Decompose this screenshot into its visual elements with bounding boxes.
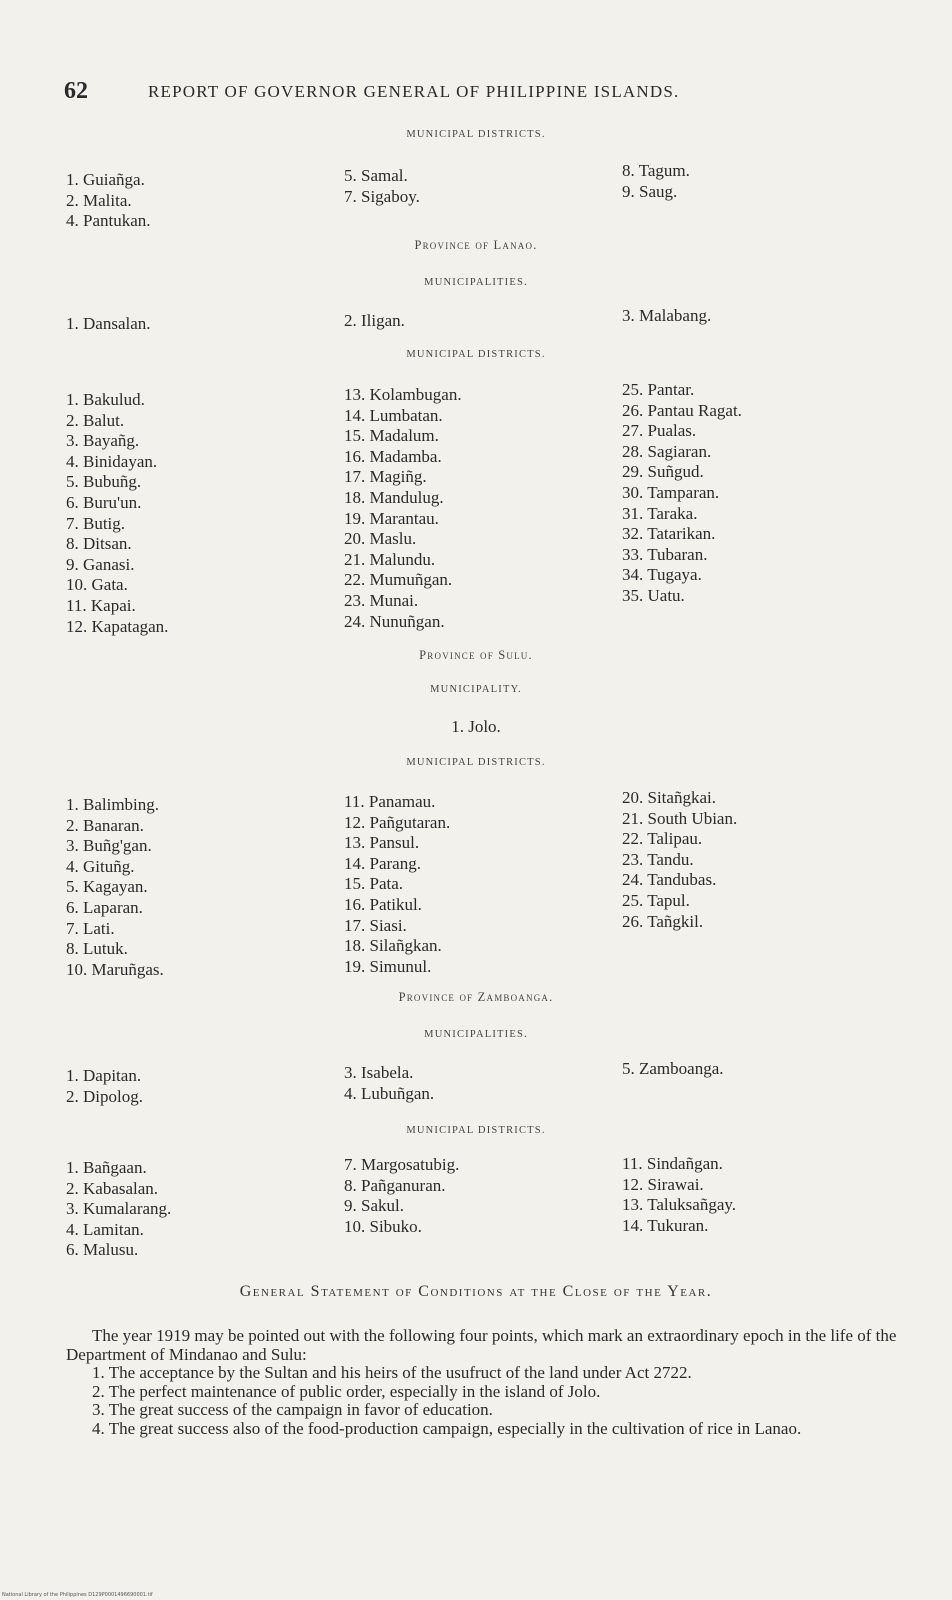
list-item: 10. Sibuko.	[344, 1216, 422, 1236]
section-heading-municipal-districts: MUNICIPAL DISTRICTS.	[406, 757, 546, 768]
list-item: 3. Isabela.	[344, 1063, 414, 1082]
list-item: 1. Dapitan.	[66, 1066, 142, 1085]
list-column	[344, 1063, 434, 1104]
list-item: 8. Pañganuran.	[344, 1175, 446, 1195]
list-item: 9. Sakul.	[344, 1196, 404, 1216]
list-item: 2. Banaran.	[66, 815, 144, 835]
list-item: 17. Siasi.	[344, 915, 407, 935]
list-item: 25. Pantar.	[622, 380, 695, 399]
list-item: 19. Simunul.	[344, 956, 432, 976]
list-item: 14. Parang.	[344, 853, 421, 873]
list-item: 29. Suñgud.	[622, 462, 704, 482]
list-column	[622, 161, 690, 202]
list-item: 6. Malusu.	[66, 1240, 139, 1260]
list-item: 12. Pañgutaran.	[344, 812, 451, 832]
list-column	[622, 1154, 736, 1236]
list-item: 7. Lati.	[66, 918, 115, 938]
list-column	[344, 166, 420, 207]
list-item: 10. Maruñgas.	[66, 959, 164, 979]
section-heading-municipal-districts: MUNICIPAL DISTRICTS.	[406, 1125, 546, 1136]
municipality-item: 2. Iligan.	[344, 311, 405, 330]
list-item: 17. Magiñg.	[344, 467, 427, 487]
scan-footer: National Library of the Philippines D129P0001496690001.tif	[2, 1592, 153, 1598]
statement-point: 4. The great success also of the food-production campaign, especially in the cultivation of rice in Lanao.	[92, 1418, 802, 1438]
municipality-item: 3. Malabang.	[622, 306, 712, 325]
list-item: 7. Sigaboy.	[344, 186, 420, 206]
list-item: 20. Sitañgkai.	[622, 788, 716, 807]
list-column	[344, 385, 462, 632]
list-item: 24. Nunuñgan.	[344, 611, 445, 631]
list-item: 1. Bakulud.	[66, 390, 145, 409]
list-item: 22. Talipau.	[622, 829, 703, 849]
municipality-item: 1. Dansalan.	[66, 314, 151, 333]
list-item: 22. Mumuñgan.	[344, 570, 453, 590]
list-item: 11. Panamau.	[344, 792, 436, 811]
list-item: 16. Madamba.	[344, 446, 442, 466]
list-item: 1. Guiañga.	[66, 170, 145, 189]
list-column	[344, 1155, 459, 1237]
list-item: 19. Marantau.	[344, 508, 439, 528]
list-item: 3. Bayañg.	[66, 431, 140, 451]
list-item: 5. Samal.	[344, 166, 408, 185]
list-item: 4. Lamitan.	[66, 1219, 144, 1239]
list-item: 4. Binidayan.	[66, 451, 158, 471]
list-item: 18. Silañgkan.	[344, 936, 442, 956]
list-column	[344, 792, 450, 977]
statement-body	[66, 1327, 906, 1438]
list-item: 4. Lubuñgan.	[344, 1083, 435, 1103]
list-column	[66, 795, 164, 980]
list-item: 1. Bañgaan.	[66, 1158, 147, 1177]
list-item: 23. Munai.	[344, 590, 419, 610]
list-item: 2. Balut.	[66, 410, 125, 430]
page-number: 62	[64, 78, 88, 104]
statement-point: 1. The acceptance by the Sultan and his heirs of the usufruct of the land under Act 2722.	[92, 1363, 692, 1382]
list-item: 15. Madalum.	[344, 426, 439, 446]
list-column	[622, 788, 737, 932]
statement-point: 3. The great success of the campaign in favor of education.	[92, 1400, 493, 1419]
statement-paragraph: The year 1919 may be pointed out with the following four points, which mark an extraordinary epoch in the life of the Department of Mindanao and Sulu:	[66, 1326, 897, 1364]
list-item: 5. Kagayan.	[66, 877, 148, 897]
list-item: 13. Kolambugan.	[344, 385, 462, 404]
list-item: 34. Tugaya.	[622, 565, 702, 585]
list-item: 32. Tatarikan.	[622, 524, 716, 544]
municipality-item: 1. Jolo.	[451, 717, 501, 736]
list-item: 13. Taluksañgay.	[622, 1195, 737, 1215]
list-item: 14. Lumbatan.	[344, 405, 443, 425]
list-item: 8. Tagum.	[622, 161, 690, 180]
list-item: 25. Tapul.	[622, 890, 690, 910]
list-item: 23. Tandu.	[622, 849, 694, 869]
section-heading-municipal-districts: MUNICIPAL DISTRICTS.	[406, 129, 546, 140]
list-item: 8. Ditsan.	[66, 534, 132, 554]
list-item: 18. Mandulug.	[344, 487, 444, 507]
list-item: 2. Malita.	[66, 190, 132, 210]
list-item: 20. Maslu.	[344, 529, 417, 549]
statement-point: 2. The perfect maintenance of public order, especially in the island of Jolo.	[92, 1381, 601, 1401]
general-statement-heading: General Statement of Conditions at the Close of the Year.	[239, 1283, 713, 1300]
list-column	[622, 1059, 724, 1080]
list-item: 11. Kapai.	[66, 595, 136, 615]
list-item: 27. Pualas.	[622, 421, 697, 441]
section-heading-municipality: MUNICIPALITY.	[430, 684, 522, 695]
list-item: 35. Uatu.	[622, 585, 685, 605]
list-item: 1. Balimbing.	[66, 795, 160, 814]
list-item: 11. Sindañgan.	[622, 1154, 723, 1173]
list-item: 12. Kapatagan.	[66, 616, 169, 636]
running-title: REPORT OF GOVERNOR GENERAL OF PHILIPPINE ISLANDS.	[148, 82, 680, 101]
list-item: 13. Pansul.	[344, 833, 420, 853]
list-item: 4. Pantukan.	[66, 211, 151, 231]
list-item: 21. Malundu.	[344, 549, 436, 569]
province-heading-zamboanga: Province of Zamboanga.	[398, 990, 554, 1004]
list-item: 6. Laparan.	[66, 897, 143, 917]
list-item: 24. Tandubas.	[622, 870, 717, 890]
list-column	[66, 390, 168, 637]
list-item: 9. Ganasi.	[66, 554, 135, 574]
list-item: 8. Lutuk.	[66, 939, 128, 959]
list-item: 5. Bubuñg.	[66, 472, 142, 492]
list-item: 2. Dipolog.	[66, 1086, 143, 1106]
list-item: 26. Tañgkil.	[622, 911, 704, 931]
section-heading-municipal-districts: MUNICIPAL DISTRICTS.	[406, 349, 546, 360]
list-item: 7. Margosatubig.	[344, 1155, 460, 1174]
list-column	[66, 1066, 143, 1107]
province-heading-lanao: Province of Lanao.	[414, 238, 538, 252]
list-item: 10. Gata.	[66, 575, 128, 595]
list-item: 7. Butig.	[66, 513, 126, 533]
list-item: 26. Pantau Ragat.	[622, 400, 742, 420]
section-heading-municipalities: MUNICIPALITIES.	[424, 1029, 528, 1040]
list-item: 15. Pata.	[344, 874, 404, 894]
list-item: 21. South Ubian.	[622, 808, 738, 828]
list-item: 3. Buñg'gan.	[66, 836, 152, 856]
list-item: 6. Buru'un.	[66, 492, 142, 512]
list-column	[66, 1158, 171, 1261]
list-item: 3. Kumalarang.	[66, 1199, 172, 1219]
page-header	[64, 78, 912, 108]
list-item: 30. Tamparan.	[622, 482, 720, 502]
list-item: 28. Sagiaran.	[622, 441, 712, 461]
list-item: 2. Kabasalan.	[66, 1178, 159, 1198]
list-item: 5. Zamboanga.	[622, 1059, 724, 1078]
list-item: 4. Gituñg.	[66, 856, 135, 876]
list-item: 33. Tubaran.	[622, 544, 708, 564]
list-item: 31. Taraka.	[622, 503, 698, 523]
section-heading-municipalities: MUNICIPALITIES.	[424, 277, 528, 288]
list-item: 9. Saug.	[622, 181, 678, 201]
list-column	[622, 380, 742, 607]
list-item: 16. Patikul.	[344, 894, 422, 914]
list-column	[66, 170, 151, 232]
list-item: 14. Tukuran.	[622, 1215, 709, 1235]
province-heading-sulu: Province of Sulu.	[419, 648, 533, 662]
list-item: 12. Sirawai.	[622, 1174, 704, 1194]
